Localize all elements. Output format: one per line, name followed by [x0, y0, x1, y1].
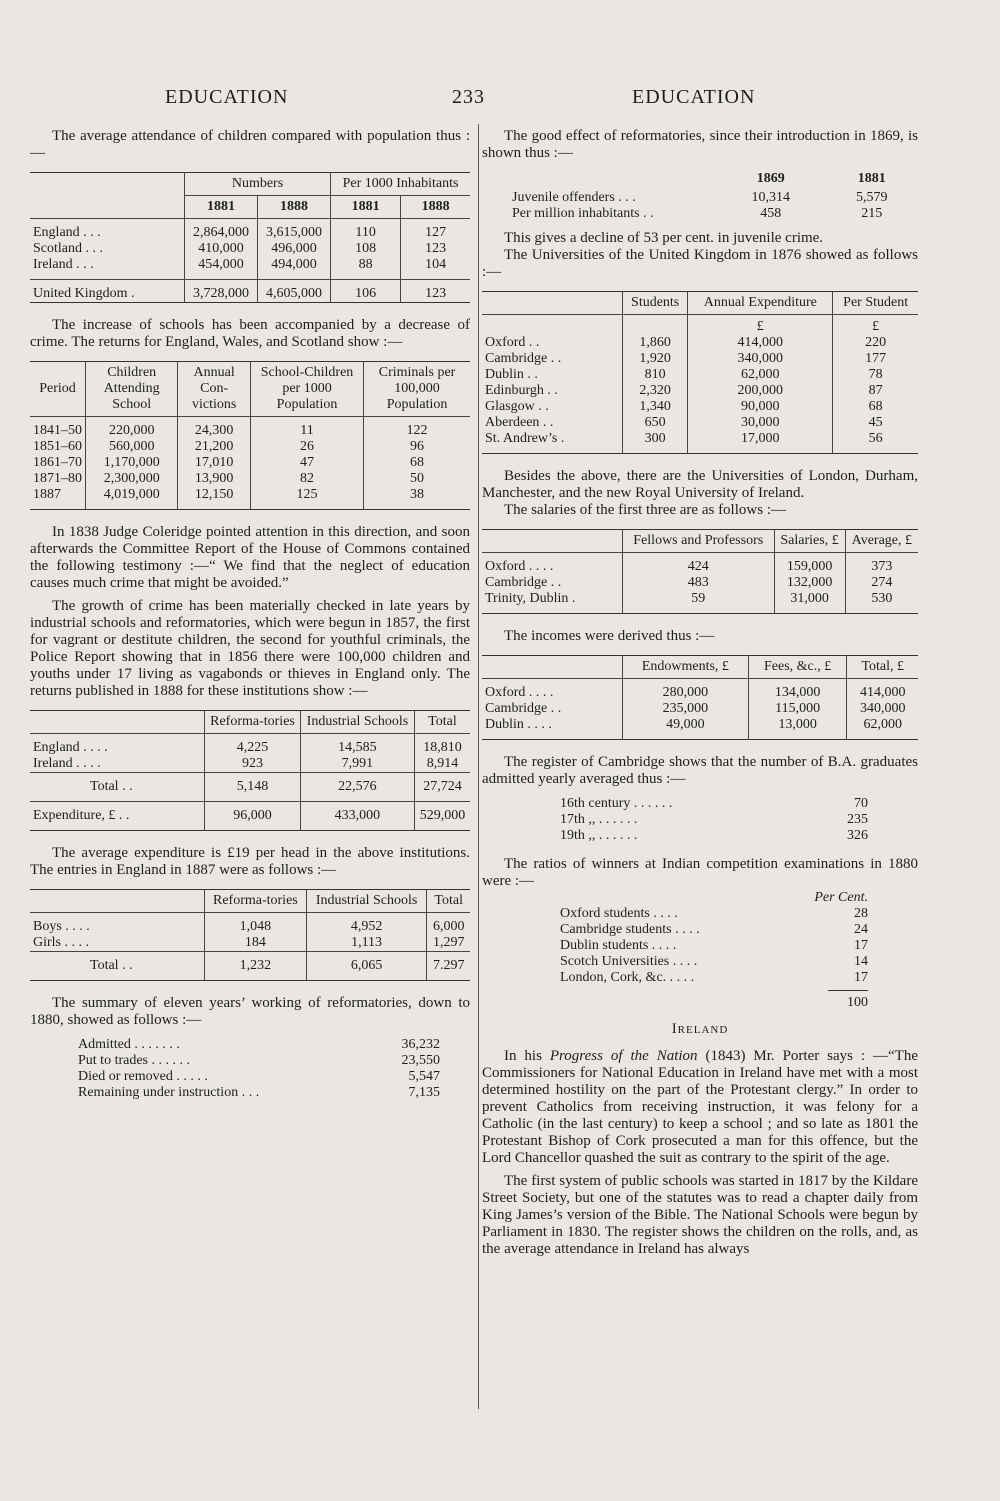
- col-header: Annual Expenditure: [688, 292, 833, 315]
- col-header: Per Student: [833, 292, 918, 315]
- paragraph: The ratios of winners at Indian competition examinations in 1880 were :—: [482, 856, 918, 889]
- list-item: Remaining under instruction . . . 7,135: [78, 1085, 440, 1100]
- table-total-row: Total . . 1,232 6,065 7.297: [30, 952, 470, 981]
- table-row: Oxford . . . . 280,000 134,000 414,000: [482, 685, 918, 701]
- incomes-table: [482, 655, 918, 740]
- table-row: Edinburgh . . 2,320 200,000 87: [482, 383, 918, 399]
- paragraph: The first system of public schools was started in 1817 by the Kildare Street Society, but one of the statutes was to read a chapter daily from King James’s version of the Bible. The National Schools were begun by Parliament in 1830. The register shows the children on the rolls, and, as the average attendance in Ireland has always: [482, 1173, 918, 1257]
- col-header: Total: [414, 711, 470, 734]
- reformatory-summary: [78, 1037, 440, 1101]
- left-column: [30, 128, 470, 1113]
- running-head-right: EDUCATION: [632, 86, 756, 108]
- sum-rule: [828, 990, 868, 991]
- crime-table: [30, 361, 470, 510]
- col-header: Salaries, £: [774, 530, 845, 553]
- table-row: Expenditure, £ . . 96,000 433,000 529,000: [30, 802, 470, 831]
- col-header: School-Children per 1000 Population: [250, 362, 363, 417]
- table-row: 1851–60 560,000 21,200 26 96: [30, 439, 470, 455]
- table-row: Cambridge . . 483 132,000 274: [482, 575, 918, 591]
- juvenile-table: [482, 168, 918, 222]
- col-header: Industrial Schools: [306, 890, 427, 913]
- year-header: 1888: [258, 196, 331, 219]
- list-item: 16th century . . . . . . 70: [560, 796, 868, 811]
- paragraph: In 1838 Judge Coleridge pointed attention in this direction, and soon afterwards the Committee Report of the House of Commons contained the following testimony :—“ We find that the neglect of education causes much crime that might be avoided.”: [30, 524, 470, 591]
- table-row: England . . . . 4,225 14,585 18,810: [30, 740, 470, 756]
- year-header: 1869: [756, 171, 785, 186]
- table-row: Per million inhabitants . . 458 215: [512, 206, 883, 221]
- table-total-row: United Kingdom . 3,728,000 4,605,000 106 123: [30, 280, 470, 303]
- list-total: 100: [847, 995, 868, 1010]
- table-row: Ireland . . . 454,000 494,000 88 104: [30, 257, 470, 273]
- table-row: Dublin . . . . 49,000 13,000 62,000: [482, 717, 918, 733]
- paragraph: The growth of crime has been materially checked in late years by industrial schools and reformatories, which were begun in 1857, the first for vagrant or destitute children, the second for youthful criminals, the Police Report showing that in 1856 there were 100,000 children and youths under 17 living as vagabonds or thieves in England only. The returns published in 1888 for these institutions show :—: [30, 598, 470, 699]
- list-item: 17th ,, . . . . . . 235: [560, 812, 868, 827]
- unit-label: £: [688, 315, 833, 336]
- col-header: Annual Con-victions: [178, 362, 251, 417]
- table-row: Dublin . . 810 62,000 78: [482, 367, 918, 383]
- table-row: St. Andrew’s . 300 17,000 56: [482, 431, 918, 447]
- col-header: Reforma-tories: [205, 711, 301, 734]
- table-row: Trinity, Dublin . 59 31,000 530: [482, 591, 918, 607]
- paragraph: The summary of eleven years’ working of reformatories, down to 1880, showed as follows :—: [30, 995, 470, 1028]
- col-header: Period: [39, 381, 76, 396]
- col-header: Fellows and Professors: [623, 530, 775, 553]
- paragraph: The salaries of the first three are as follows :—: [504, 502, 786, 518]
- table-row: 1871–80 2,300,000 13,900 82 50: [30, 471, 470, 487]
- paragraph: Besides the above, there are the Universities of London, Durham, Manchester, and the new Royal University of Ireland.: [482, 468, 918, 501]
- table-row: Oxford . . . . 424 159,000 373: [482, 559, 918, 575]
- col-header: Numbers: [185, 173, 331, 196]
- salaries-table: [482, 529, 918, 614]
- col-header: Per 1000 Inhabitants: [331, 173, 471, 196]
- col-header: Total: [427, 890, 470, 913]
- list-item: Scotch Universities . . . . 14: [560, 954, 868, 969]
- col-header: Average, £: [845, 530, 918, 553]
- col-header: Total, £: [847, 656, 918, 679]
- list-item: 19th ,, . . . . . . 326: [560, 828, 868, 843]
- percent-header: Per Cent.: [814, 890, 868, 905]
- ba-graduates-list: [560, 796, 868, 844]
- year-header: 1881: [857, 171, 886, 186]
- list-item: Cambridge students . . . . 24: [560, 922, 868, 937]
- col-header: Industrial Schools: [300, 711, 414, 734]
- table-row: 1861–70 1,170,000 17,010 47 68: [30, 455, 470, 471]
- year-header: 1881: [331, 196, 401, 219]
- table-row: 1887 4,019,000 12,150 125 38: [30, 487, 470, 503]
- entries-table: [30, 889, 470, 981]
- paragraph: The Universities of the United Kingdom in 1876 showed as follows :—: [482, 247, 918, 280]
- right-column: [482, 128, 918, 1264]
- table-row: Juvenile offenders . . . 10,314 5,579: [512, 190, 888, 205]
- list-item: Oxford students . . . . 28: [560, 906, 868, 921]
- paragraph: The increase of schools has been accompanied by a decrease of crime. The returns for England, Wales, and Scotland show :—: [30, 317, 470, 350]
- table-row: England . . . 2,864,000 3,615,000 110 127: [30, 225, 470, 241]
- table-row: Boys . . . . 1,048 4,952 6,000: [30, 919, 470, 935]
- paragraph: The register of Cambridge shows that the number of B.A. graduates admitted yearly averaged thus :—: [482, 754, 918, 787]
- paragraph: The good effect of reformatories, since their introduction in 1869, is shown thus :—: [482, 128, 918, 161]
- table-row: Ireland . . . . 923 7,991 8,914: [30, 756, 470, 773]
- paragraph: This gives a decline of 53 per cent. in juvenile crime.: [504, 230, 824, 246]
- paragraph: In his Progress of the Nation (1843) Mr. Porter says : —“The Commissioners for National Education in Ireland have met with a most determined hostility on the part of the Protestant clergy.” In order to prevent Catholics from receiving instruction, it was felony for a Catholic (in the last century) to keep a school ; and so late as 1801 the Protestant Bishop of Cork prosecuted a man for this offence, but the Lord Chancellor quashed the suit as contrary to the spirit of the age.: [482, 1048, 919, 1166]
- paragraph: The incomes were derived thus :—: [504, 628, 715, 644]
- table-row: Aberdeen . . 650 30,000 45: [482, 415, 918, 431]
- col-header: Fees, &c., £: [748, 656, 847, 679]
- universities-table: [482, 291, 918, 454]
- running-head-left: EDUCATION: [165, 86, 289, 108]
- col-header: Endowments, £: [623, 656, 749, 679]
- list-item: Put to trades . . . . . . 23,550: [78, 1053, 440, 1068]
- attendance-table: [30, 172, 470, 303]
- paragraph: The average attendance of children compared with population thus :—: [30, 128, 470, 161]
- col-header: Criminals per 100,000 Population: [364, 362, 470, 417]
- col-header: Reforma-tories: [205, 890, 307, 913]
- table-row: Glasgow . . 1,340 90,000 68: [482, 399, 918, 415]
- year-header: 1881: [185, 196, 258, 219]
- table-row: Cambridge . . 1,920 340,000 177: [482, 351, 918, 367]
- table-row: Oxford . . 1,860 414,000 220: [482, 335, 918, 351]
- list-item: Dublin students . . . . 17: [560, 938, 868, 953]
- list-item: Died or removed . . . . . 5,547: [78, 1069, 440, 1084]
- list-item: London, Cork, &c. . . . . 17: [560, 970, 868, 985]
- table-row: Cambridge . . 235,000 115,000 340,000: [482, 701, 918, 717]
- section-heading: Ireland: [671, 1021, 729, 1037]
- col-header: Children Attending School: [86, 362, 178, 417]
- table-total-row: Total . . 5,148 22,576 27,724: [30, 773, 470, 802]
- institutions-table: [30, 710, 470, 831]
- unit-label: £: [833, 315, 918, 336]
- paragraph: The average expenditure is £19 per head in the above institutions. The entries in England in 1887 were as follows :—: [30, 845, 470, 878]
- exam-ratios-list: [560, 890, 868, 1011]
- table-row: Girls . . . . 184 1,113 1,297: [30, 935, 470, 952]
- table-row: Scotland . . . 410,000 496,000 108 123: [30, 241, 470, 257]
- year-header: 1888: [401, 196, 470, 219]
- column-divider: [478, 124, 479, 1409]
- list-item: Admitted . . . . . . . 36,232: [78, 1037, 440, 1052]
- table-row: 1841–50 220,000 24,300 11 122: [30, 423, 470, 439]
- col-header: Students: [623, 292, 688, 315]
- page-number: 233: [452, 86, 485, 108]
